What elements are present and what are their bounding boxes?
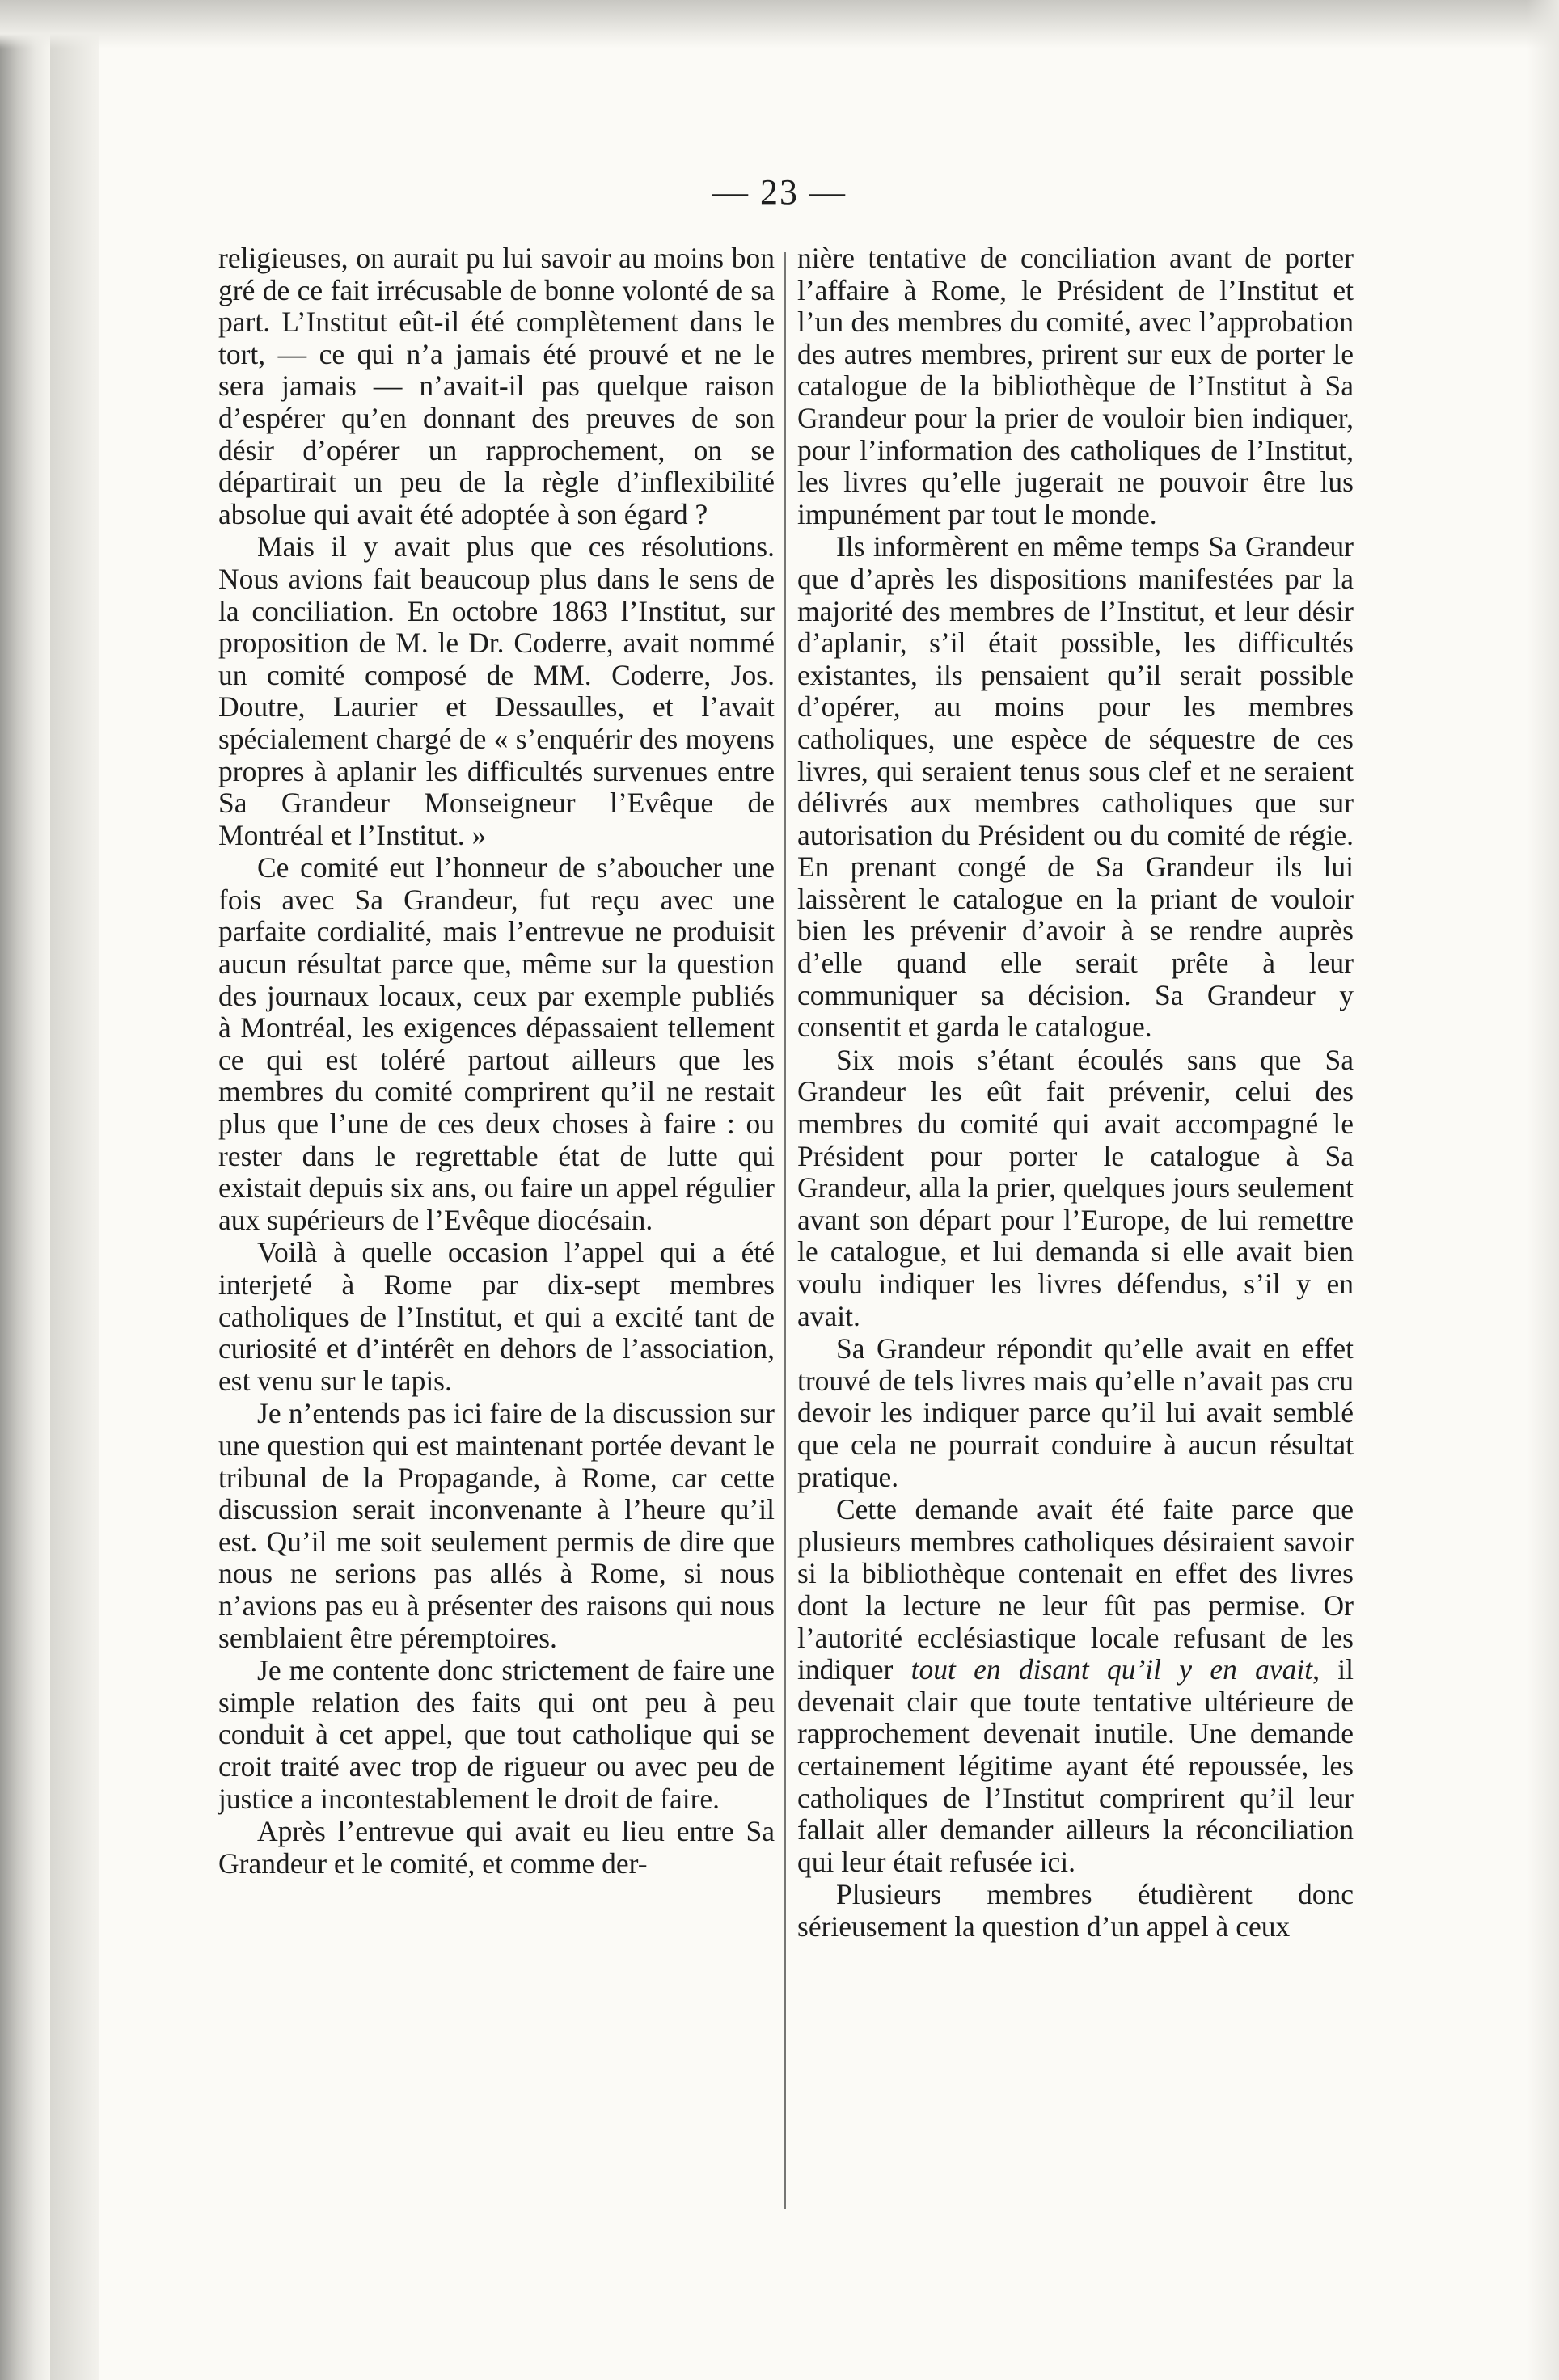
paragraph: Plusieurs membres étudièrent donc sérieusement la question d’un appel à ceux — [797, 1878, 1354, 1943]
paragraph: Sa Grandeur répondit qu’elle avait en effet trouvé de tels livres mais qu’elle n’avait pas cru devoir les indiquer parce qu’il lui avait semblé que cela ne pourrait conduire à aucun résultat pratique. — [797, 1332, 1354, 1493]
right-column — [797, 243, 1354, 1943]
paragraph: Je me contente donc strictement de faire une simple relation des faits qui ont peu à peu conduit à cet appel, que tout catholique qui se croit traité avec trop de rigueur ou avec peu de justice a incontestablement le droit de faire. — [218, 1654, 775, 1815]
paragraph: Mais il y avait plus que ces résolutions. Nous avions fait beaucoup plus dans le sens de la conciliation. En octobre 1863 l’Institut, sur proposition de M. le Dr. Coderre, avait nommé un comité composé de MM. Coderre, Jos. Doutre, Laurier et Dessaulles, et l’avait spécialement chargé de « s’enquérir des moyens propres à aplanir les difficultés survenues entre Sa Grandeur Monseigneur l’Evêque de Montréal et l’Institut. » — [218, 530, 775, 851]
column-divider — [784, 252, 786, 2209]
scan-binding-shadow — [0, 0, 50, 2380]
scan-page-gutter — [50, 0, 99, 2380]
paragraph: religieuses, on aurait pu lui savoir au moins bon gré de ce fait irrécusable de bonne volonté de sa part. L’Institut eût-il été complètement dans le tort, — ce qui n’a jamais été prouvé et ne le sera jamais — n’avait-il pas quelque raison d’espérer qu’en donnant des preuves de son désir d’opérer un rapprochement, on se départirait un peu de la règle d’inflexibilité absolue qui avait été adoptée à son égard ? — [218, 242, 775, 530]
left-column — [218, 243, 775, 1880]
paragraph: Après l’entrevue qui avait eu lieu entre Sa Grandeur et le comité, et comme der- — [218, 1815, 775, 1880]
paragraph: Voilà à quelle occasion l’appel qui a été interjeté à Rome par dix-sept membres catholiques de l’Institut, et qui a excité tant de curiosité et d’intérêt en dehors de l’association, est venu sur le tapis. — [218, 1236, 775, 1397]
paragraph — [797, 1494, 1354, 1878]
paragraph: Ils informèrent en même temps Sa Grandeur que d’après les dispositions manifestées par la majorité des membres de l’Institut, et leur désir d’aplanir, s’il était possible, les difficultés existantes, ils pensaient qu’il serait possible d’opérer, au moins pour les membres catholiques, une espèce de séquestre de ces livres, qui seraient tenus sous clef et ne seraient délivrés aux membres catholiques que sur autorisation du Président ou du comité de régie. En prenant congé de Sa Grandeur ils lui laissèrent le catalogue en la priant de vouloir bien les prévenir d’avoir à se rendre auprès d’elle quand elle serait prête à leur communiquer sa décision. Sa Grandeur y consentit et garda le catalogue. — [797, 530, 1354, 1044]
scan-top-shadow — [0, 0, 1559, 49]
italic-quote: tout en disant qu’il y en avait — [910, 1653, 1313, 1686]
paragraph-text: Cette demande avait été faite parce que plusieurs membres catholiques désiraient savoir si la bibliothèque contenait en effet des livres dont la lecture ne leur fût pas permise. Or l’autorité ecclésiastique locale refusant de les indiquer — [797, 1493, 1354, 1686]
paragraph: Ce comité eut l’honneur de s’aboucher une fois avec Sa Grandeur, fut reçu avec une parfaite cordialité, mais l’entrevue ne produisit aucun résultat parce que, même sur la question des journaux locaux, ceux par exemple publiés à Montréal, les exigences dépassaient tellement ce qui est toléré partout ailleurs que les membres du comité comprirent qu’il ne restait plus que l’une de ces deux choses à faire : ou rester dans le regrettable état de lutte qui existait depuis six ans, ou faire un appel régulier aux supérieurs de l’Evêque diocésain. — [218, 851, 775, 1236]
paragraph: Je n’entends pas ici faire de la discussion sur une question qui est maintenant portée devant le tribunal de la Propagande, à Rome, car cette discussion serait inconvenante à l’heure qu’il est. Qu’il me soit seulement permis de dire que nous ne serions pas allés à Rome, si nous n’avions pas eu à présenter des raisons qui nous semblaient être péremptoires. — [218, 1397, 775, 1654]
page-number: — 23 — — [712, 172, 847, 212]
paragraph-text: , il devenait clair que toute tentative ultérieure de rapprochement devenait inutile. Une demande certainement légitime ayant été repoussée, les catholiques de l’Institut comprirent qu’il leur fallait aller demander ailleurs la réconciliation qui leur était refusée ici. — [797, 1653, 1354, 1878]
paragraph: nière tentative de conciliation avant de porter l’affaire à Rome, le Président de l’Institut et l’un des membres du comité, avec l’approbation des autres membres, prirent sur eux de porter le catalogue de la bibliothèque de l’Institut à Sa Grandeur pour la prier de vouloir bien indiquer, pour l’information des catholiques de l’Institut, les livres qu’elle jugerait ne pouvoir être lus impunément par tout le monde. — [797, 242, 1354, 530]
paragraph: Six mois s’étant écoulés sans que Sa Grandeur les eût fait prévenir, celui des membres du comité qui avait accompagné le Président pour porter le catalogue à Sa Grandeur, alla la prier, quelques jours seulement avant son départ pour l’Europe, de lui remettre le catalogue, et lui demanda si elle avait bien voulu indiquer les livres défendus, s’il y en avait. — [797, 1043, 1354, 1332]
scan-right-shadow — [1527, 0, 1559, 2380]
